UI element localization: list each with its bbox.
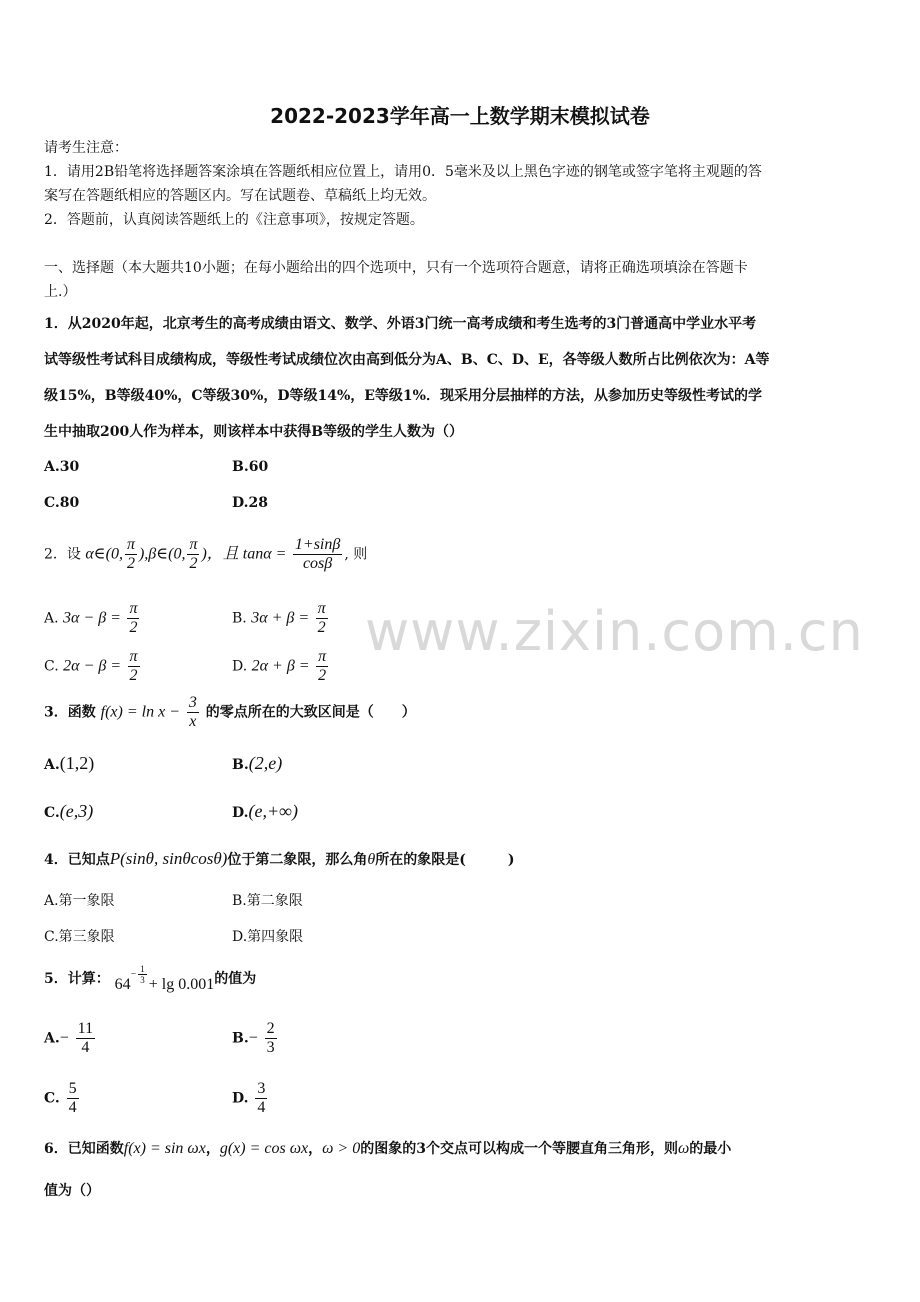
q1-option-d: D.28 [232,495,268,511]
q6-line1: 6．已知函数f(x) = sin ωx，g(x) = cos ωx，ω > 0的图象的3个交点可以构成一个等腰直角三角形，则ω的最小 [44,1140,732,1157]
q2-cond: α∈(0, [85,545,123,563]
section-heading-line2: 上.） [44,284,77,300]
section-heading-line1: 一、选择题（本大题共10小题；在每小题给出的四个选项中，只有一个选项符合题意，请将正确选项填涂在答题卡 [44,260,748,276]
notice-item2: 2．答题前，认真阅读答题纸上的《注意事项》，按规定答题。 [44,212,424,228]
q2-cond2: ),β∈(0, [138,545,186,563]
q3-option-c: C.(e,3) [44,801,94,821]
q2-label: 2．设 [44,546,81,563]
q1-line4: 生中抽取200人作为样本，则该样本中获得B等级的学生人数为（） [44,424,464,440]
q2-pi-frac-1: $\frac{\pi}{2}$ [126,536,135,572]
q4-option-d: D.第四象限 [232,929,304,945]
exam-title: 2022-2023学年高一上数学期末模拟试卷 [270,104,650,128]
q4-option-c: C.第三象限 [44,929,115,945]
notice-item1-line1: 1．请用2B铅笔将选择题答案涂填在答题纸相应位置上，请用0．5毫米及以上黑色字迹的钢笔或签字笔将主观题的答 [44,164,762,180]
q5-option-c: C. $\frac{5}{4}$ [44,1080,77,1116]
q3-option-d: D.(e,+∞) [232,801,298,821]
q5-stem: 5．计算： $64^{- \frac{1}{3}}$ + lg 0.001的值为 [44,964,257,993]
q4-option-b: B.第二象限 [232,893,303,909]
q3-stem: 3．函数 f(x) = ln x − $\frac{3}{x}$ 的零点所在的大致区间是（ ） [44,694,416,730]
q1-option-b: B.60 [232,459,269,475]
q3-option-a: A.(1,2) [44,753,95,773]
q4-option-a: A.第一象限 [44,893,115,909]
q2-then: , 则 [344,546,368,563]
q1-line1: 1．从2020年起，北京考生的高考成绩由语文、数学、外语3门统一高考成绩和考生选考的3门普通高中学业水平考 [44,316,757,332]
q2-and: )，且 tanα = [201,545,287,563]
q2-stem [44,536,367,573]
q6-line2: 值为（） [44,1183,100,1199]
q1-line2: 试等级性考试科目成绩构成，等级性考试成绩位次由高到低分为A、B、C、D、E，各等级人数所占比例依次为：A等 [44,352,770,368]
q2-tan-frac: $\frac{1+\sin\beta}{\cos\beta}$ [294,536,341,572]
q2-pi-frac-2: $\frac{\pi}{2}$ [189,536,198,572]
q2-option-d: D. 2α + β = $\frac{\pi}{2}$ [232,648,327,684]
q5-option-d: D. $\frac{3}{4}$ [232,1080,266,1116]
q1-option-c: C.80 [44,495,80,511]
q1-line3: 级15%，B等级40%，C等级30%，D等级14%，E等级1%．现采用分层抽样的方法，从参加历史等级性考试的学 [44,388,762,404]
q4-stem: 4．已知点P(sinθ, sinθcosθ)位于第二象限，那么角θ所在的象限是( ) [44,849,515,868]
q2-option-a: A. 3α − β = $\frac{\pi}{2}$ [44,600,138,636]
watermark-text: www.zixin.com.cn [365,600,864,663]
q2-option-b: B. 3α + β = $\frac{\pi}{2}$ [232,600,326,636]
q5-option-b: B.− $\frac{2}{3}$ [232,1020,275,1056]
notice-item1-line2: 案写在答题纸相应的答题区内。写在试题卷、草稿纸上均无效。 [44,188,436,204]
q5-option-a: A.− $\frac{11}{4}$ [44,1020,94,1056]
q1-option-a: A.30 [44,459,80,475]
notice-heading: 请考生注意： [44,140,128,156]
q3-option-b: B.(2,e) [232,753,283,773]
q2-option-c: C. 2α − β = $\frac{\pi}{2}$ [44,648,138,684]
